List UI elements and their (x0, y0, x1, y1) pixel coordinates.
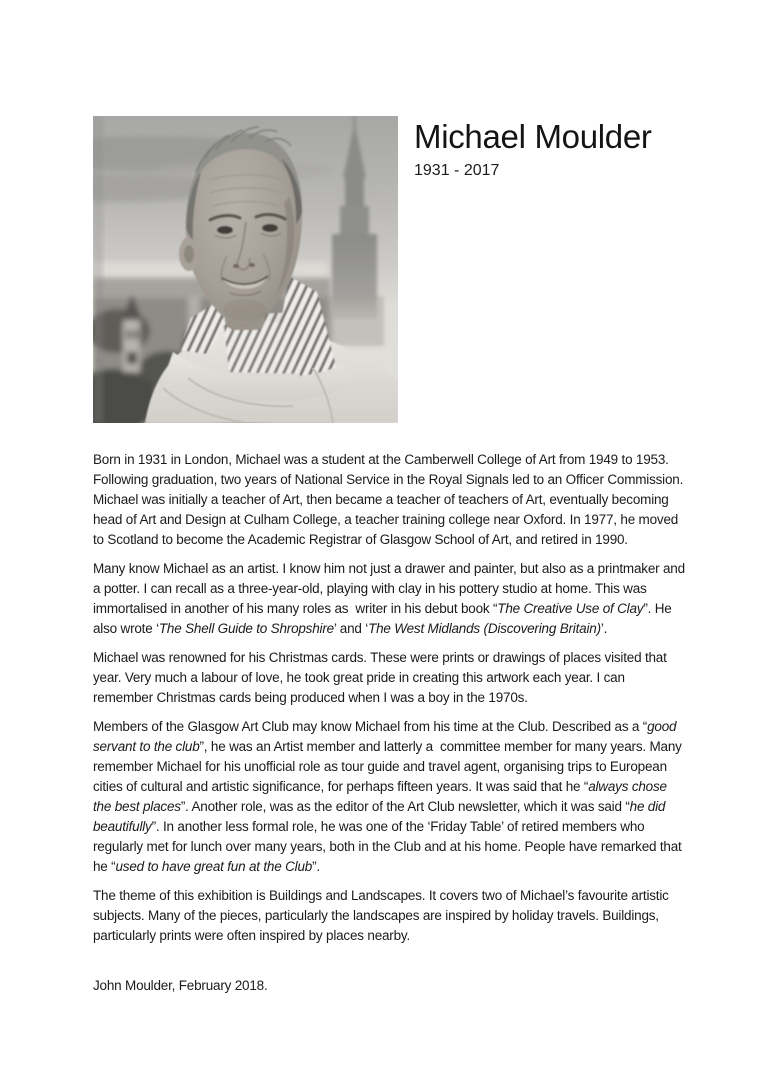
life-dates: 1931 - 2017 (414, 161, 500, 179)
title-block (414, 120, 652, 180)
paragraph: Born in 1931 in London, Michael was a student at the Camberwell College of Art from 1949 to 1953. Following graduation, two years of National Service in the Royal Signals led to an Officer Commission. Michael was initially a teacher of Art, then became a teacher of teachers of Art, eventually becoming head of Art and Design at Culham College, a teacher training college near Oxford. In 1977, he moved to Scotland to become the Academic Registrar of Glasgow School of Art, and retired in 1990. (93, 452, 687, 547)
paragraph: Michael was renowned for his Christmas cards. These were prints or drawings of places visited that year. Very much a labour of love, he took great pride in creating this artwork each year. I can remember Christmas cards being produced when I was a boy in the 1970s. (93, 650, 671, 705)
paragraph: Members of the Glasgow Art Club may know Michael from his time at the Club. Described as a “good servant to the club”, he was an Artist member and latterly a committee member for many years. Many remember Michael for his unofficial role as tour guide and travel agent, organising trips to European cities of cultural and artistic significance, for perhaps fifteen years. It was said that he “always chose the best places”. Another role, was as the editor of the Art Club newsletter, which it was said “he did beautifully”. In another less formal role, he was one of the ‘Friday Table’ of retired members who regularly met for lunch over many years, both in the Club and at his home. People have remarked that he “used to have great fun at the Club”. (93, 719, 686, 874)
portrait-photo (93, 116, 398, 423)
paragraph: Many know Michael as an artist. I know him not just a drawer and painter, but also as a printmaker and a potter. I can recall as a three-year-old, playing with clay in his pottery studio at home. This was immortalised in another of his many roles as writer in his debut book “The Creative Use of Clay”. He also wrote ‘The Shell Guide to Shropshire’ and ‘The West Midlands (Discovering Britain)’. (93, 561, 689, 636)
page-title: Michael Moulder (414, 118, 652, 155)
body-text (93, 450, 689, 996)
signature: John Moulder, February 2018. (93, 978, 268, 993)
paragraph: The theme of this exhibition is Buildings and Landscapes. It covers two of Michael’s favourite artistic subjects. Many of the pieces, particularly the landscapes are inspired by holiday travels. Buildings, particularly prints were often inspired by places nearby. (93, 888, 673, 943)
portrait-photo-art (93, 116, 398, 423)
